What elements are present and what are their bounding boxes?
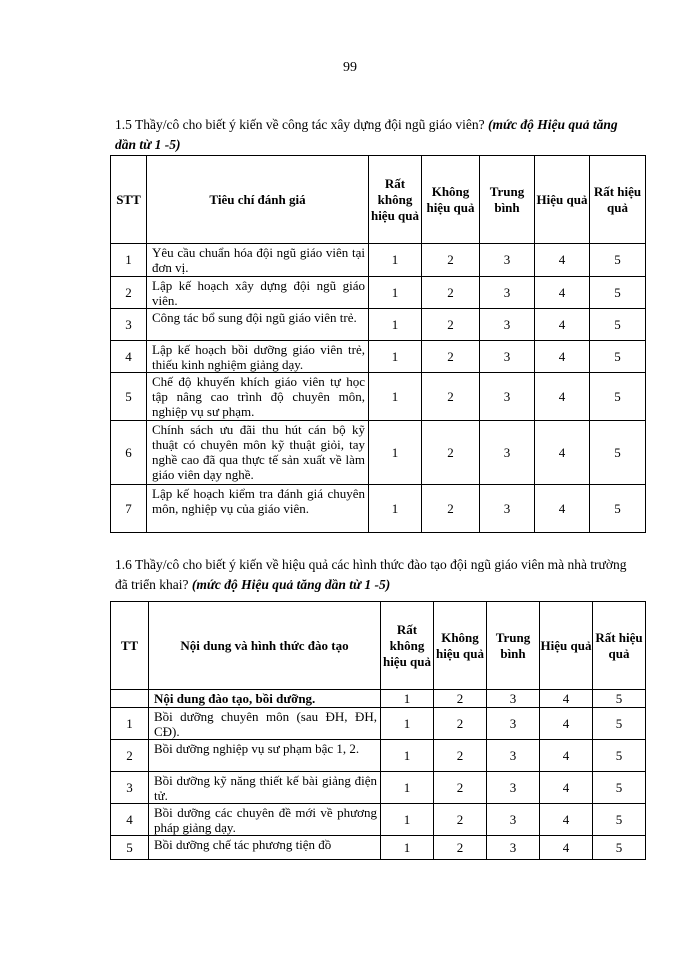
row-number: 7	[111, 485, 147, 533]
score-option-1[interactable]: 1	[369, 244, 422, 277]
score-option-1[interactable]: 1	[369, 341, 422, 373]
score-option-4[interactable]: 4	[535, 244, 590, 277]
score-option-5[interactable]: 5	[593, 740, 646, 772]
score-option-3[interactable]: 3	[487, 690, 540, 708]
score-option-3[interactable]: 3	[480, 485, 535, 533]
header-content: Nội dung và hình thức đào tạo	[149, 602, 381, 690]
table-row	[111, 309, 646, 341]
score-option-3[interactable]: 3	[487, 708, 540, 740]
score-option-3[interactable]: 3	[487, 836, 540, 860]
row-text: Bồi dưỡng chế tác phương tiện đồ	[149, 836, 381, 860]
question-1-6-title	[115, 555, 635, 595]
question-1-5-title	[115, 115, 635, 155]
row-number: 5	[111, 836, 149, 860]
table-row	[111, 740, 646, 772]
score-option-3[interactable]: 3	[480, 309, 535, 341]
header-very-ineffective: Rất không hiệu quả	[369, 156, 422, 244]
row-number: 1	[111, 244, 147, 277]
table-row	[111, 373, 646, 421]
score-option-4[interactable]: 4	[540, 836, 593, 860]
score-option-3[interactable]: 3	[480, 421, 535, 485]
score-option-1[interactable]: 1	[381, 772, 434, 804]
score-option-5[interactable]: 5	[590, 485, 646, 533]
table-row	[111, 772, 646, 804]
table-1-5	[110, 155, 646, 533]
row-number: 4	[111, 341, 147, 373]
score-option-2[interactable]: 2	[422, 485, 480, 533]
score-option-2[interactable]: 2	[422, 244, 480, 277]
header-effective: Hiệu quả	[540, 602, 593, 690]
score-option-3[interactable]: 3	[480, 277, 535, 309]
score-option-2[interactable]: 2	[422, 421, 480, 485]
question-1-5-text: 1.5 Thầy/cô cho biết ý kiến về công tác xây dựng đội ngũ giáo viên?	[115, 117, 485, 132]
table-row	[111, 244, 646, 277]
score-option-4[interactable]: 4	[535, 341, 590, 373]
score-option-4[interactable]: 4	[540, 772, 593, 804]
header-ineffective: Không hiệu quả	[434, 602, 487, 690]
row-text: Bồi dưỡng nghiệp vụ sư phạm bậc 1, 2.	[149, 740, 381, 772]
row-number	[111, 690, 149, 708]
score-option-1[interactable]: 1	[369, 277, 422, 309]
row-number: 3	[111, 309, 147, 341]
score-option-1[interactable]: 1	[369, 309, 422, 341]
row-number: 1	[111, 708, 149, 740]
row-text: Lập kế hoạch xây dựng đội ngũ giáo viên.	[147, 277, 369, 309]
score-option-5[interactable]: 5	[590, 341, 646, 373]
score-option-4[interactable]: 4	[535, 373, 590, 421]
score-option-1[interactable]: 1	[369, 485, 422, 533]
score-option-1[interactable]: 1	[381, 804, 434, 836]
score-option-1[interactable]: 1	[381, 708, 434, 740]
table-row	[111, 708, 646, 740]
score-option-5[interactable]: 5	[593, 836, 646, 860]
row-text: Yêu cầu chuẩn hóa đội ngũ giáo viên tại đơn vị.	[147, 244, 369, 277]
score-option-2[interactable]: 2	[434, 690, 487, 708]
table-row	[111, 341, 646, 373]
score-option-4[interactable]: 4	[540, 708, 593, 740]
score-option-3[interactable]: 3	[487, 804, 540, 836]
score-option-2[interactable]: 2	[434, 836, 487, 860]
score-option-4[interactable]: 4	[535, 485, 590, 533]
row-text: Bồi dưỡng các chuyên đề mới về phương pháp giảng dạy.	[149, 804, 381, 836]
table-header-row	[111, 156, 646, 244]
page-number: 99	[343, 60, 357, 75]
row-text: Lập kế hoạch kiểm tra đánh giá chuyên môn, nghiệp vụ của giáo viên.	[147, 485, 369, 533]
score-option-5[interactable]: 5	[590, 373, 646, 421]
table-row	[111, 485, 646, 533]
score-option-4[interactable]: 4	[540, 740, 593, 772]
header-average: Trung bình	[487, 602, 540, 690]
score-option-5[interactable]: 5	[593, 804, 646, 836]
score-option-2[interactable]: 2	[434, 740, 487, 772]
score-option-3[interactable]: 3	[480, 244, 535, 277]
score-option-4[interactable]: 4	[535, 421, 590, 485]
header-very-ineffective: Rất không hiệu quả	[381, 602, 434, 690]
score-option-2[interactable]: 2	[434, 708, 487, 740]
row-text: Công tác bổ sung đội ngũ giáo viên trẻ.	[147, 309, 369, 341]
row-text: Nội dung đào tạo, bồi dưỡng.	[149, 690, 381, 708]
score-option-5[interactable]: 5	[593, 708, 646, 740]
score-option-5[interactable]: 5	[593, 772, 646, 804]
score-option-4[interactable]: 4	[535, 277, 590, 309]
row-number: 4	[111, 804, 149, 836]
header-stt: STT	[111, 156, 147, 244]
score-option-1[interactable]: 1	[381, 836, 434, 860]
score-option-2[interactable]: 2	[422, 341, 480, 373]
table-1-6	[110, 601, 646, 860]
table-row	[111, 277, 646, 309]
row-text: Lập kế hoạch bồi dưỡng giáo viên trẻ, thiếu kinh nghiệm giảng dạy.	[147, 341, 369, 373]
score-option-2[interactable]: 2	[434, 804, 487, 836]
score-option-1[interactable]: 1	[369, 421, 422, 485]
row-text: Chế độ khuyến khích giáo viên tự học tập nâng cao trình độ chuyên môn, nghiệp vụ sư phạm.	[147, 373, 369, 421]
score-option-4[interactable]: 4	[535, 309, 590, 341]
score-option-1[interactable]: 1	[381, 690, 434, 708]
score-option-4[interactable]: 4	[540, 804, 593, 836]
row-number: 2	[111, 740, 149, 772]
header-effective: Hiệu quả	[535, 156, 590, 244]
table-row	[111, 690, 646, 708]
score-option-3[interactable]: 3	[487, 740, 540, 772]
score-option-2[interactable]: 2	[422, 373, 480, 421]
table-row	[111, 804, 646, 836]
row-text: Bồi dưỡng kỹ năng thiết kế bài giảng điện tử.	[149, 772, 381, 804]
table-header-row	[111, 602, 646, 690]
header-criteria: Tiêu chí đánh giá	[147, 156, 369, 244]
header-average: Trung bình	[480, 156, 535, 244]
header-ineffective: Không hiệu quả	[422, 156, 480, 244]
score-option-1[interactable]: 1	[369, 373, 422, 421]
row-number: 3	[111, 772, 149, 804]
row-text: Bồi dưỡng chuyên môn (sau ĐH, ĐH, CĐ).	[149, 708, 381, 740]
score-option-5[interactable]: 5	[593, 690, 646, 708]
score-option-5[interactable]: 5	[590, 421, 646, 485]
row-number: 2	[111, 277, 147, 309]
score-option-5[interactable]: 5	[590, 244, 646, 277]
header-very-effective: Rất hiệu quả	[593, 602, 646, 690]
score-option-3[interactable]: 3	[480, 373, 535, 421]
score-option-5[interactable]: 5	[590, 277, 646, 309]
score-option-1[interactable]: 1	[381, 740, 434, 772]
score-option-5[interactable]: 5	[590, 309, 646, 341]
header-very-effective: Rất hiệu quả	[590, 156, 646, 244]
question-1-6-text: 1.6 Thầy/cô cho biết ý kiến về hiệu quả các hình thức đào tạo đội ngũ giáo viên mà nhà trường đã triển khai?	[115, 557, 627, 592]
question-1-5-note: (mức độ Hiệu quả tăng dần từ 1 -5)	[115, 117, 618, 152]
row-number: 5	[111, 373, 147, 421]
row-text: Chính sách ưu đãi thu hút cán bộ kỹ thuật có chuyên môn kỹ thuật giỏi, tay nghề cao đã qua thực tế sản xuất về làm giáo viên dạy nghề.	[147, 421, 369, 485]
score-option-2[interactable]: 2	[434, 772, 487, 804]
score-option-4[interactable]: 4	[540, 690, 593, 708]
score-option-2[interactable]: 2	[422, 309, 480, 341]
table-row	[111, 836, 646, 860]
score-option-2[interactable]: 2	[422, 277, 480, 309]
score-option-3[interactable]: 3	[487, 772, 540, 804]
table-row	[111, 421, 646, 485]
header-tt: TT	[111, 602, 149, 690]
score-option-3[interactable]: 3	[480, 341, 535, 373]
question-1-6-note: (mức độ Hiệu quả tăng dần từ 1 -5)	[191, 577, 391, 592]
row-number: 6	[111, 421, 147, 485]
